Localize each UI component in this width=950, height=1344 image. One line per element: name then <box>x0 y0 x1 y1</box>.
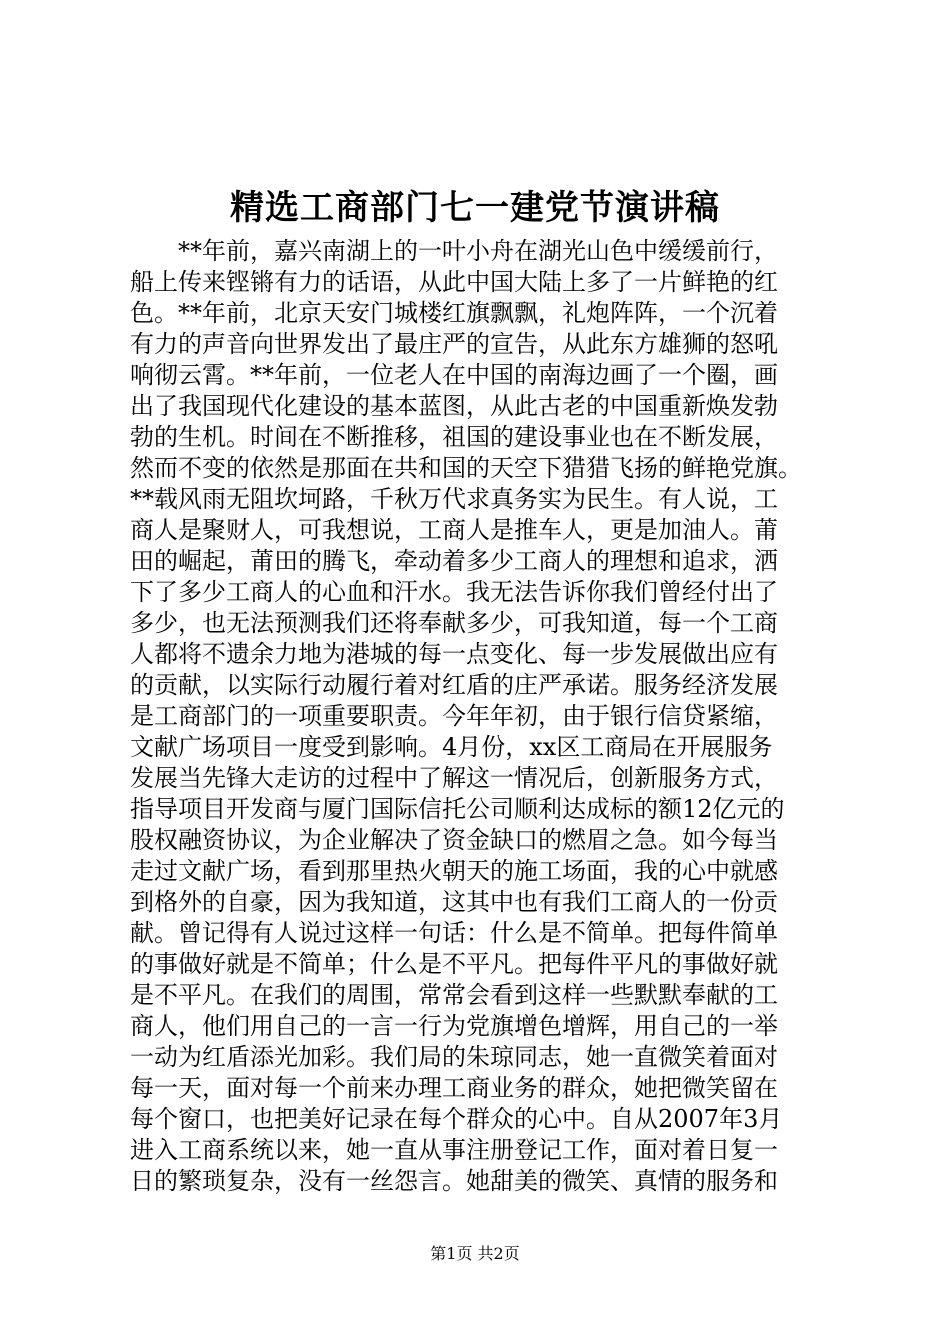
body-line: 然而不变的依然是那面在共和国的天空下猎猎飞扬的鲜艳党旗。 <box>130 454 802 482</box>
body-line: **年前，嘉兴南湖上的一叶小舟在湖光山色中缓缓前行， <box>130 237 778 265</box>
body-line: 股权融资协议，为企业解决了资金缺口的燃眉之急。如今每当 <box>130 826 778 854</box>
body-line: 多少，也无法预测我们还将奉献多少，可我知道，每一个工商 <box>130 609 778 637</box>
document-body <box>130 236 830 1197</box>
body-line: 到格外的自豪，因为我知道，这其中也有我们工商人的一份贡 <box>130 888 778 916</box>
body-line: 每一天，面对每一个前来办理工商业务的群众，她把微笑留在 <box>130 1074 778 1102</box>
body-line: 的事做好就是不简单；什么是不平凡。把每件平凡的事做好就 <box>130 950 778 978</box>
body-line: 商人是聚财人，可我想说，工商人是推车人，更是加油人。莆 <box>130 516 778 544</box>
body-line: 人都将不遗余力地为港城的每一点变化、每一步发展做出应有 <box>130 640 778 668</box>
body-line: 文献广场项目一度受到影响。4月份，xx区工商局在开展服务 <box>130 733 773 761</box>
body-line: 走过文献广场，看到那里热火朝天的施工场面，我的心中就感 <box>130 857 778 885</box>
body-line: 献。曾记得有人说过这样一句话：什么是不简单。把每件简单 <box>130 919 778 947</box>
body-line: 是不平凡。在我们的周围，常常会看到这样一些默默奉献的工 <box>130 981 778 1009</box>
body-line: 进入工商系统以来，她一直从事注册登记工作，面对着日复一 <box>130 1136 778 1164</box>
body-line: **载风雨无阻坎坷路，千秋万代求真务实为民生。有人说，工 <box>130 485 778 513</box>
body-line: 田的崛起，莆田的腾飞，牵动着多少工商人的理想和追求，洒 <box>130 547 778 575</box>
body-line: 船上传来铿锵有力的话语，从此中国大陆上多了一片鲜艳的红 <box>130 268 778 296</box>
body-line: 下了多少工商人的心血和汗水。我无法告诉你我们曾经付出了 <box>130 578 778 606</box>
page-number-footer: 第1页 共2页 <box>430 1244 520 1263</box>
body-line: 勃的生机。时间在不断推移，祖国的建设事业也在不断发展， <box>130 423 778 451</box>
body-line: 的贡献，以实际行动履行着对红盾的庄严承诺。服务经济发展 <box>130 671 778 699</box>
body-line: 有力的声音向世界发出了最庄严的宣告，从此东方雄狮的怒吼 <box>130 330 778 358</box>
body-line: 色。**年前，北京天安门城楼红旗飘飘，礼炮阵阵，一个沉着 <box>130 299 778 327</box>
body-line: 出了我国现代化建设的基本蓝图，从此古老的中国重新焕发勃 <box>130 392 778 420</box>
body-line: 商人，他们用自己的一言一行为党旗增色增辉，用自己的一举 <box>130 1012 778 1040</box>
document-title: 精选工商部门七一建党节演讲稿 <box>230 188 720 228</box>
body-line: 指导项目开发商与厦门国际信托公司顺利达成标的额12亿元的 <box>130 795 785 823</box>
body-line: 响彻云霄。**年前，一位老人在中国的南海边画了一个圈，画 <box>130 361 778 389</box>
body-line: 发展当先锋大走访的过程中了解这一情况后，创新服务方式， <box>130 764 778 792</box>
body-line: 日的繁琐复杂，没有一丝怨言。她甜美的微笑、真情的服务和 <box>130 1167 778 1195</box>
body-line: 一动为红盾添光加彩。我们局的朱琼同志，她一直微笑着面对 <box>130 1043 778 1071</box>
body-line: 是工商部门的一项重要职责。今年年初，由于银行信贷紧缩， <box>130 702 778 730</box>
body-line: 每个窗口，也把美好记录在每个群众的心中。自从2007年3月 <box>130 1105 783 1133</box>
